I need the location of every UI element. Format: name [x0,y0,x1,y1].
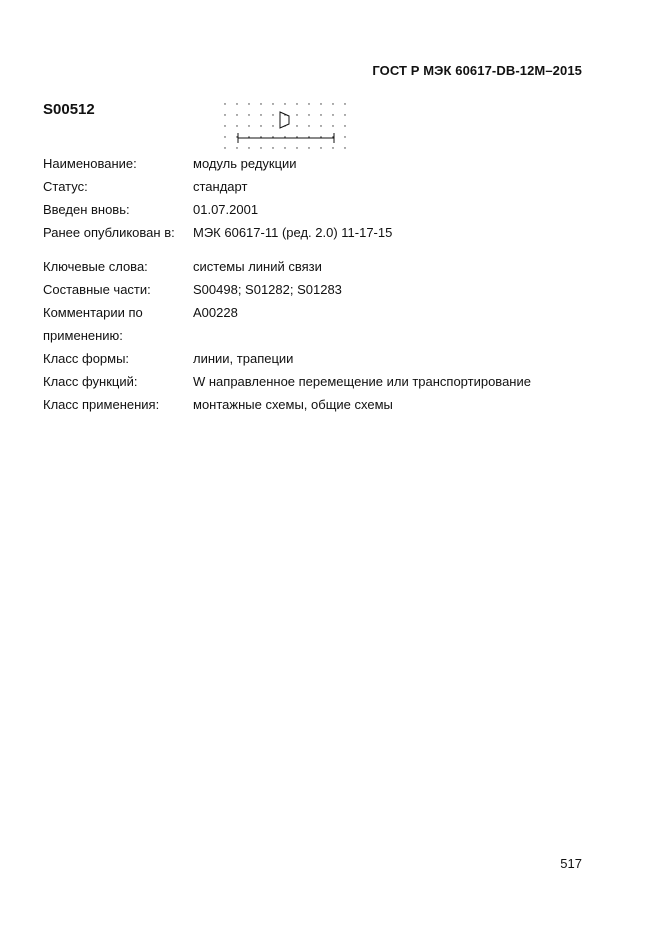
grid-dot [332,125,333,126]
grid-dot [320,147,321,148]
grid-dot [272,103,273,104]
grid-dot [236,136,237,137]
grid-dot [224,103,225,104]
grid-dot [224,136,225,137]
grid-dot [248,125,249,126]
grid-dot [344,125,345,126]
symbol-trapezoid [280,112,289,128]
grid-dot [248,103,249,104]
field-value: модуль редукции [193,156,297,171]
grid-dot [272,125,273,126]
field-value: A00228 [193,305,238,320]
grid-dot [260,114,261,115]
field-value: линии, трапеции [193,351,294,366]
grid-dot [332,147,333,148]
grid-dot [344,136,345,137]
grid-dot [236,114,237,115]
grid-dot [272,114,273,115]
field-value: системы линий связи [193,259,322,274]
field-label: Составные части: [43,282,151,297]
field-row-name [43,152,603,175]
grid-dot [296,136,297,137]
field-value: стандарт [193,179,248,194]
grid-dot [296,125,297,126]
field-row-application-class [43,393,603,416]
grid-dot [260,147,261,148]
field-row-status [43,175,603,198]
grid-dot [248,136,249,137]
grid-dot [308,147,309,148]
field-value: монтажные схемы, общие схемы [193,397,393,412]
field-row-previously-published [43,221,603,244]
grid-dot [344,114,345,115]
grid-dot [344,147,345,148]
grid-dot [308,114,309,115]
grid-dot [236,147,237,148]
grid-dot [236,125,237,126]
grid-dot [272,147,273,148]
field-value: МЭК 60617-11 (ред. 2.0) 11-17-15 [193,225,393,240]
page-number: 517 [560,856,582,871]
grid-dot [260,136,261,137]
grid-dot [332,136,333,137]
grid-dot [224,125,225,126]
field-label: Наименование: [43,156,137,171]
field-row-function-class [43,370,603,393]
reduction-module-symbol-graphic [218,96,352,154]
grid-dot [224,147,225,148]
grid-dot [284,136,285,137]
grid-dot [272,136,273,137]
grid-dot [236,103,237,104]
grid-dot [308,136,309,137]
grid-dot [248,114,249,115]
field-label: Класс применения: [43,397,160,412]
field-label: Статус: [43,179,88,194]
field-row-introduced [43,198,603,221]
symbol-attributes [43,152,603,416]
grid-dot [284,147,285,148]
field-label: Комментарии по применению: [43,305,143,343]
grid-dot [260,103,261,104]
grid-dot [344,103,345,104]
grid-dot [260,125,261,126]
field-label: Введен вновь: [43,202,130,217]
grid-dot [320,136,321,137]
grid-dot [320,103,321,104]
symbol-id: S00512 [43,101,95,118]
field-label: Класс функций: [43,374,138,389]
grid-dot [320,114,321,115]
grid-dot [296,114,297,115]
field-label: Ранее опубликован в: [43,225,175,240]
field-row-keywords [43,255,603,278]
field-row-application-comments [43,301,603,347]
grid-dot [296,147,297,148]
document-standard-header: ГОСТ Р МЭК 60617-DB-12M–2015 [372,63,582,78]
grid-dot [308,125,309,126]
field-value: W направленное перемещение или транспортирование [193,374,531,389]
field-row-components [43,278,603,301]
grid-dot [296,103,297,104]
field-value: 01.07.2001 [193,202,259,217]
grid-dot [320,125,321,126]
field-row-shape-class [43,347,603,370]
field-label: Класс формы: [43,351,130,366]
grid-dot [284,103,285,104]
grid-dot [308,103,309,104]
field-label: Ключевые слова: [43,259,148,274]
grid-dot [332,114,333,115]
field-value: S00498; S01282; S01283 [193,282,342,297]
grid-dot [224,114,225,115]
grid-dot [248,147,249,148]
grid-dot [332,103,333,104]
